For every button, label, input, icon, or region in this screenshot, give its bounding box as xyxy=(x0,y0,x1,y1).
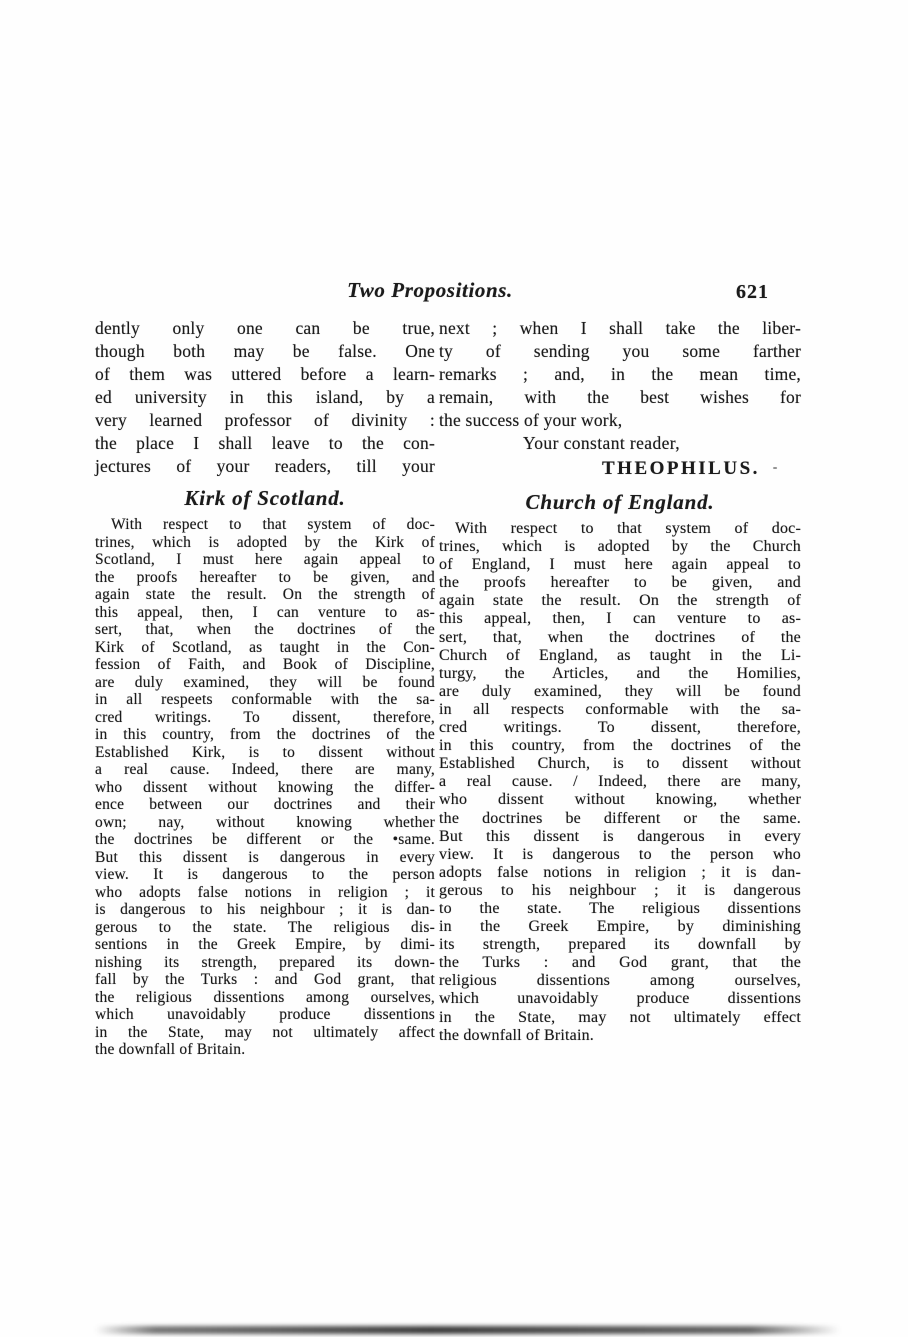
text-line: in the State, may not ultimately affect xyxy=(95,1023,435,1041)
text-line: gerous to the state. The religious dis- xyxy=(95,918,435,936)
text-line: are duly examined, they will be found xyxy=(95,673,435,691)
signature-stray-mark: - xyxy=(772,459,778,474)
text-line: fall by the Turks : and God grant, that xyxy=(95,971,435,988)
text-line: who dissent without knowing the differ- xyxy=(95,778,435,796)
text-line: which unavoidably produce dissentions xyxy=(439,990,801,1008)
text-line: next ; when I shall take the liber- xyxy=(439,318,801,338)
text-line: this appeal, then, I can venture to as- xyxy=(95,603,435,621)
text-line: dently only one can be true, xyxy=(95,318,435,338)
text-line: the success of your work, xyxy=(439,410,623,430)
scan-edge-shadow xyxy=(95,1326,840,1334)
text-line: adopts false notions in religion ; it is dan- xyxy=(439,863,801,881)
church-of-england-body xyxy=(439,520,801,1045)
text-line: But this dissent is dangerous in every xyxy=(439,827,801,845)
text-line: who adopts false notions in religion ; it xyxy=(95,883,435,901)
text-line: in all respects conformable with the sa- xyxy=(439,700,801,718)
text-line: the Turks : and God grant, that the xyxy=(439,954,801,972)
text-line: a real cause. / Indeed, there are many, xyxy=(439,773,801,791)
text-line: in this country, from the doctrines of the xyxy=(95,726,435,743)
text-line: the downfall of Britain. xyxy=(95,1041,246,1058)
signoff-line: Your constant reader, xyxy=(523,433,681,453)
running-title: Two Propositions. xyxy=(347,278,513,302)
text-line: again state the result. On the strength of xyxy=(439,592,801,610)
text-line: the doctrines be different or the same. xyxy=(439,809,801,827)
text-line: nishing its strength, prepared its down- xyxy=(95,953,435,971)
text-line: sert, that, when the doctrines of the xyxy=(95,621,435,638)
text-line: the doctrines be different or the •same. xyxy=(95,831,435,848)
text-line: ed university in this island, by a xyxy=(95,387,435,407)
text-line: gerous to his neighbour ; it is dangerous xyxy=(439,881,801,899)
left-column xyxy=(95,317,435,1059)
text-line: its strength, prepared its downfall by xyxy=(439,936,801,954)
text-line: the proofs hereafter to be given, and xyxy=(95,568,435,586)
text-line: view. It is dangerous to the person xyxy=(95,866,435,883)
text-line: trines, which is adopted by the Church xyxy=(439,538,801,556)
text-line: the place I shall leave to the con- xyxy=(95,433,435,453)
text-line: Church of England, as taught in the Li- xyxy=(439,646,801,664)
text-line: remain, with the best wishes for xyxy=(439,387,801,407)
text-line: a real cause. Indeed, there are many, xyxy=(95,761,435,778)
text-line: Kirk of Scotland, as taught in the Con- xyxy=(95,638,435,656)
text-line: of them was uttered before a learn- xyxy=(95,364,435,384)
right-column xyxy=(439,317,801,1059)
text-line: Established Kirk, is to dissent without xyxy=(95,743,435,761)
text-line: the religious dissentions among ourselves, xyxy=(95,988,435,1006)
text-line: Established Church, is to dissent without xyxy=(439,755,801,773)
intro-continuation-right xyxy=(439,317,801,432)
text-line: cred writings. To dissent, therefore, xyxy=(95,708,435,726)
text-line: But this dissent is dangerous in every xyxy=(95,848,435,866)
text-line: remarks ; and, in the mean time, xyxy=(439,364,801,384)
text-line: of England, I must here again appeal to xyxy=(439,556,801,574)
text-line: sert, that, when the doctrines of the xyxy=(439,628,801,646)
text-line: jectures of your readers, till your xyxy=(95,456,435,476)
text-line: the downfall of Britain. xyxy=(439,1026,594,1044)
text-line: sentions in the Greek Empire, by dimi- xyxy=(95,936,435,953)
text-line: ence between our doctrines and their xyxy=(95,796,435,813)
text-line: Scotland, I must here again appeal to xyxy=(95,551,435,568)
text-line: are duly examined, they will be found xyxy=(439,682,801,700)
signature-theophilus: THEOPHILUS. xyxy=(602,458,760,479)
text-line: own; nay, without knowing whether xyxy=(95,813,435,831)
text-line: fession of Faith, and Book of Discipline, xyxy=(95,656,435,673)
text-line: again state the result. On the strength of xyxy=(95,586,435,603)
text-line: view. It is dangerous to the person who xyxy=(439,845,801,863)
text-line: in the State, may not ultimately effect xyxy=(439,1008,801,1026)
text-line: which unavoidably produce dissentions xyxy=(95,1006,435,1023)
page-number: 621 xyxy=(736,281,769,303)
text-line: to the state. The religious dissentions xyxy=(439,899,801,917)
text-line: though both may be false. One xyxy=(95,341,435,361)
text-line: who dissent without knowing, whether xyxy=(439,791,801,809)
text-line: trines, which is adopted by the Kirk of xyxy=(95,533,435,551)
text-line: in the Greek Empire, by diminishing xyxy=(439,918,801,936)
text-line: very learned professor of divinity : xyxy=(95,410,435,430)
text-line: the proofs hereafter to be given, and xyxy=(439,574,801,592)
text-line: turgy, the Articles, and the Homilies, xyxy=(439,664,801,682)
signature-row xyxy=(439,454,801,482)
text-line: ty of sending you some farther xyxy=(439,341,801,361)
text-line: this appeal, then, I can venture to as- xyxy=(439,610,801,628)
text-line: is dangerous to his neighbour ; it is dan- xyxy=(95,901,435,918)
text-line: With respect to that system of doc- xyxy=(111,516,435,533)
text-line: cred writings. To dissent, therefore, xyxy=(439,719,801,737)
kirk-of-scotland-body xyxy=(95,516,435,1059)
text-line: With respect to that system of doc- xyxy=(455,520,801,537)
section-heading-kirk-of-scotland: Kirk of Scotland. xyxy=(184,486,346,510)
section-heading-church-of-england: Church of England. xyxy=(525,490,715,514)
text-line: in all respeets conformable with the sa- xyxy=(95,691,435,708)
text-line: religious dissentions among ourselves, xyxy=(439,972,801,990)
text-line: in this country, from the doctrines of the xyxy=(439,737,801,755)
two-column-text xyxy=(95,317,801,1059)
intro-continuation-left xyxy=(95,317,435,478)
